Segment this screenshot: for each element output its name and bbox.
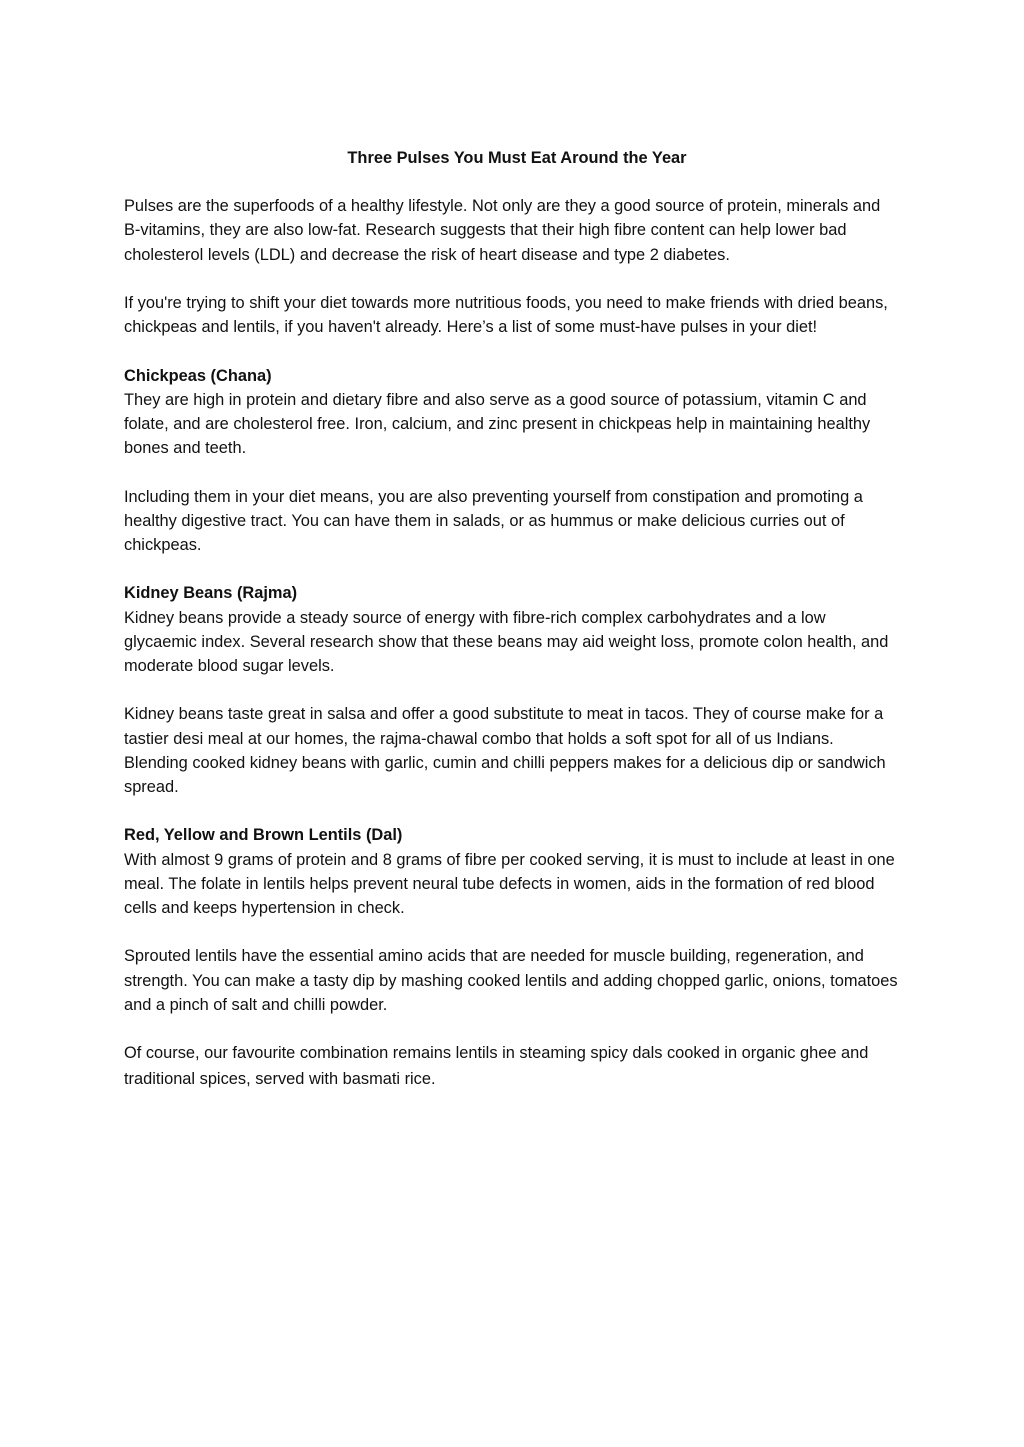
section-heading-chickpeas: Chickpeas (Chana) xyxy=(124,366,272,385)
lentils-paragraph-1: With almost 9 grams of protein and 8 grams of fibre per cooked serving, it is must to include at least in one meal. The folate in lentils helps prevent neural tube defects in women, aids in the formation of red blood cells and keeps hypertension in check. xyxy=(124,850,895,917)
section-lentils xyxy=(124,823,900,920)
chickpeas-paragraph-2: Including them in your diet means, you are also preventing yourself from constipation and promoting a healthy digestive tract. You can have them in salads, or as hummus or make delicious curries out of chickpeas. xyxy=(124,487,863,554)
section-kidney-beans xyxy=(124,581,900,678)
lentils-paragraph-2: Sprouted lentils have the essential amino acids that are needed for muscle building, regeneration, and strength. You can make a tasty dip by mashing cooked lentils and adding chopped garlic, onions, tomatoes and a pinch of salt and chilli powder. xyxy=(124,947,898,1014)
lentils-paragraph-3: Of course, our favourite combination remains lentils in steaming spicy dals cooked in organic ghee and traditional spices, served with basmati rice. xyxy=(124,1044,869,1088)
kidney-beans-paragraph-2: Kidney beans taste great in salsa and offer a good substitute to meat in tacos. They of course make for a tastier desi meal at our homes, the rajma-chawal combo that holds a soft spot for all of us Indians. Blending cooked kidney beans with garlic, cumin and chilli peppers makes for a delicious dip or sandwich spread. xyxy=(124,705,886,796)
section-chickpeas xyxy=(124,364,900,461)
kidney-beans-paragraph-1: Kidney beans provide a steady source of energy with fibre-rich complex carbohydrates and a low glycaemic index. Several research show that these beans may aid weight loss, promote colon health, and moderate blood sugar levels. xyxy=(124,608,889,675)
intro-paragraph-1: Pulses are the superfoods of a healthy lifestyle. Not only are they a good source of protein, minerals and B-vitamins, they are also low-fat. Research suggests that their high fibre content can help lower bad cholesterol levels (LDL) and decrease the risk of heart disease and type 2 diabetes. xyxy=(124,197,881,264)
intro-paragraph-2: If you're trying to shift your diet towards more nutritious foods, you need to make friends with dried beans, chickpeas and lentils, if you haven't already. Here’s a list of some must-have pulses in your diet! xyxy=(124,294,888,337)
section-heading-kidney-beans: Kidney Beans (Rajma) xyxy=(124,584,298,603)
chickpeas-paragraph-1: They are high in protein and dietary fibre and also serve as a good source of potassium, vitamin C and folate, and are cholesterol free. Iron, calcium, and zinc present in chickpeas help in maintaining healthy bones and teeth. xyxy=(124,390,871,458)
section-heading-lentils: Red, Yellow and Brown Lentils (Dal) xyxy=(124,826,403,845)
document-body xyxy=(124,146,900,1116)
page-title: Three Pulses You Must Eat Around the Year xyxy=(347,149,687,167)
